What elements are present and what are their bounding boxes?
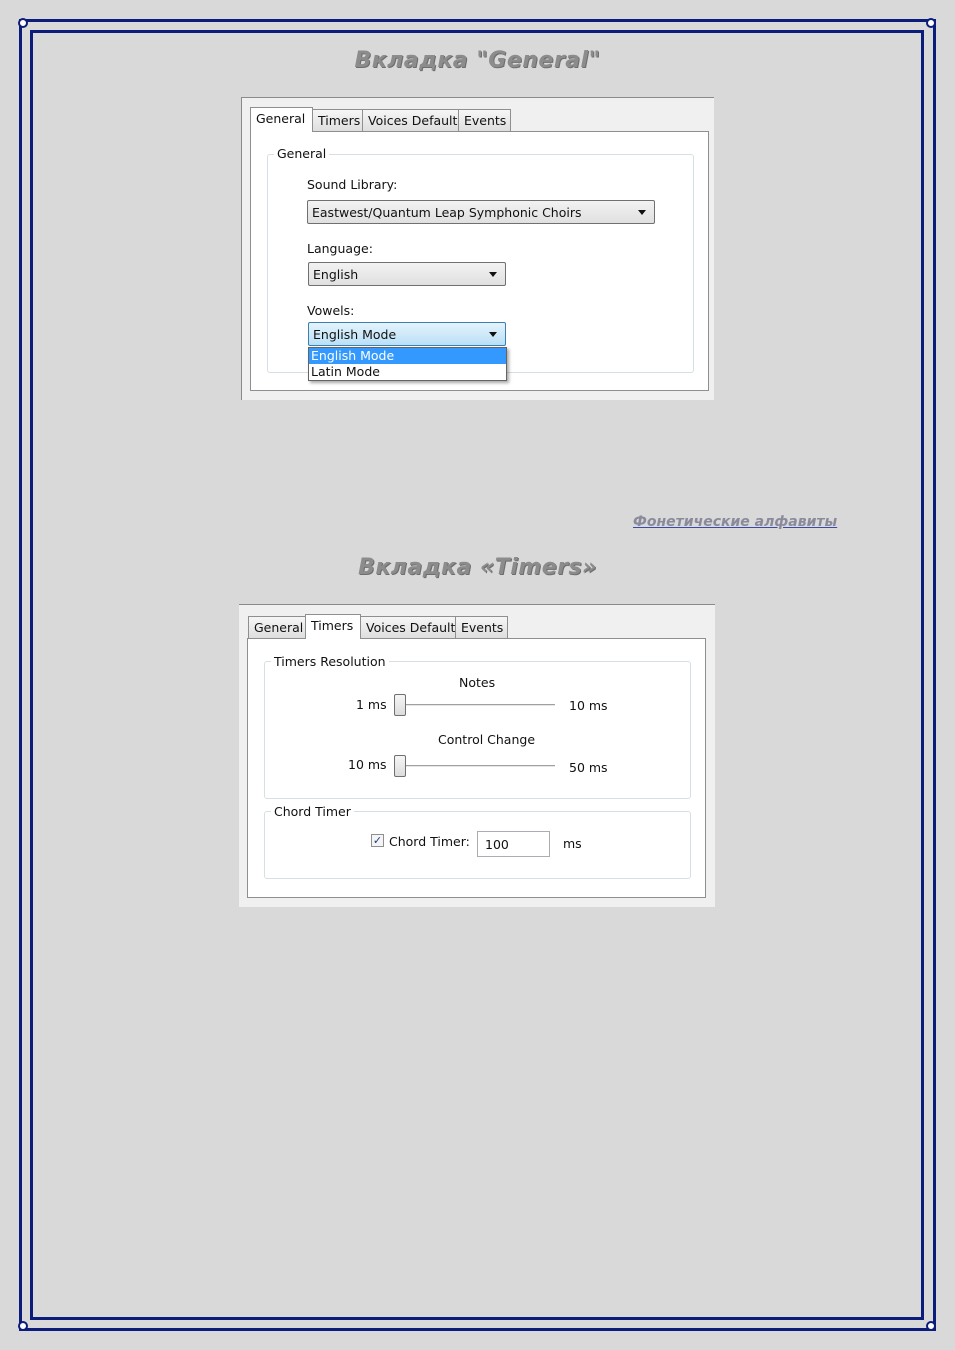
- vowels-dropdown-list: [308, 347, 507, 381]
- general-section-title: Вкладка "General": [354, 48, 601, 73]
- notes-slider-label: Notes: [459, 675, 496, 690]
- dialog-edge: [241, 97, 714, 98]
- notes-min-label: 1 ms: [356, 697, 387, 712]
- timers-resolution-group-label: Timers Resolution: [271, 654, 389, 669]
- control-change-slider-label: Control Change: [438, 732, 536, 747]
- notes-slider-track[interactable]: [394, 704, 555, 707]
- sound-library-label: Sound Library:: [307, 177, 398, 192]
- phonetic-alphabets-link[interactable]: Фонетические алфавиты: [633, 514, 838, 530]
- control-change-min-label: 10 ms: [348, 757, 387, 772]
- chevron-down-icon: [489, 332, 497, 337]
- language-value: English: [313, 267, 359, 282]
- vowels-option-latin-mode[interactable]: Latin Mode: [311, 364, 380, 379]
- tab-events[interactable]: Events: [458, 109, 511, 131]
- chevron-down-icon: [638, 210, 646, 215]
- control-change-max-label: 50 ms: [569, 760, 608, 775]
- dialog-edge: [241, 97, 242, 400]
- tab-timers[interactable]: Timers: [312, 109, 363, 131]
- control-change-slider-thumb[interactable]: [394, 755, 406, 777]
- tab-events[interactable]: Events: [455, 616, 508, 638]
- tab-voices-default[interactable]: Voices Default: [362, 109, 459, 131]
- tab-general[interactable]: General: [250, 107, 313, 132]
- sound-library-value: Eastwest/Quantum Leap Symphonic Choirs: [312, 205, 582, 220]
- general-settings-dialog: [241, 97, 714, 400]
- language-select[interactable]: [308, 262, 506, 286]
- chord-timer-group-label: Chord Timer: [271, 804, 354, 819]
- chord-timer-checkbox[interactable]: [371, 834, 384, 847]
- sound-library-select[interactable]: [307, 200, 655, 224]
- frame-corner-ornament: [926, 1321, 936, 1331]
- tab-timers[interactable]: Timers: [305, 614, 361, 639]
- vowels-value: English Mode: [313, 327, 397, 342]
- frame-corner-ornament: [926, 18, 936, 28]
- chord-timer-unit-label: ms: [563, 836, 582, 851]
- notes-max-label: 10 ms: [569, 698, 608, 713]
- vowels-select[interactable]: [308, 322, 506, 346]
- tab-voices-default[interactable]: Voices Default: [360, 616, 456, 638]
- general-group-label: General: [274, 146, 329, 161]
- control-change-slider-track[interactable]: [394, 765, 555, 768]
- chord-timer-checkbox-label[interactable]: Chord Timer:: [389, 834, 470, 849]
- language-label: Language:: [307, 241, 373, 256]
- chevron-down-icon: [489, 272, 497, 277]
- timers-settings-dialog: [239, 604, 715, 907]
- checkmark-icon: ✓: [372, 834, 383, 847]
- timers-section-title: Вкладка «Timers»: [358, 555, 597, 580]
- vowels-label: Vowels:: [307, 303, 355, 318]
- dialog-edge: [239, 604, 715, 605]
- chord-timer-input[interactable]: 100: [477, 831, 550, 857]
- notes-slider-thumb[interactable]: [394, 694, 406, 716]
- frame-corner-ornament: [18, 1321, 28, 1331]
- vowels-option-english-mode[interactable]: English Mode: [309, 348, 506, 364]
- frame-corner-ornament: [18, 18, 28, 28]
- tab-general[interactable]: General: [248, 616, 306, 638]
